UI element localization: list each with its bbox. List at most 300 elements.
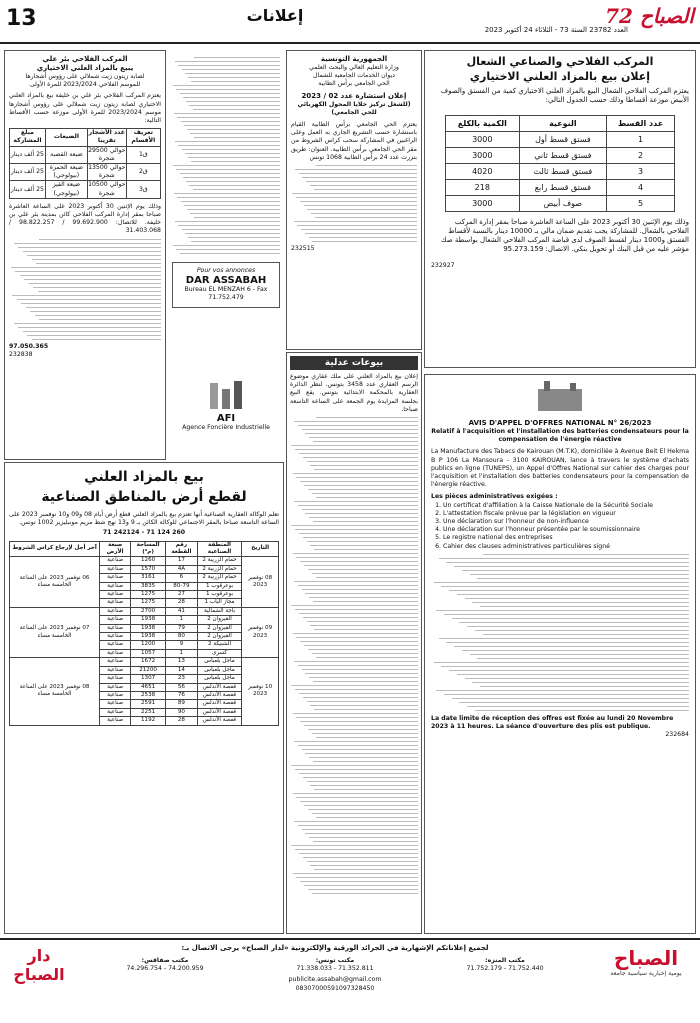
text-line-placeholder <box>181 121 280 122</box>
industrial-zone: قفصة الأندلس <box>197 683 241 691</box>
text-line-placeholder <box>191 161 280 162</box>
text-line-placeholder <box>182 69 280 70</box>
text-line-placeholder <box>314 869 418 870</box>
text-line-placeholder <box>310 465 418 466</box>
text-line-placeholder <box>303 777 418 778</box>
text-line-placeholder <box>304 805 418 806</box>
table-row <box>10 164 161 181</box>
table-cell: 25 ألف دينار <box>10 164 46 181</box>
lot-area: 3835 <box>131 582 166 590</box>
lot-number: 27 <box>166 591 198 599</box>
lot-area: 2538 <box>131 691 166 699</box>
text-line-placeholder <box>303 857 418 858</box>
text-line-placeholder <box>309 597 418 598</box>
industrial-zone: بوعرقوب 1 <box>197 591 241 599</box>
footer-email[interactable]: publicite.assabah@gmail.com <box>288 976 382 984</box>
text-line-placeholder <box>316 657 418 658</box>
text-line-placeholder <box>305 433 418 434</box>
table-cell: 1 <box>607 132 675 148</box>
table-row <box>446 148 675 164</box>
office-tunis-label: مكتب تونس: <box>315 957 355 964</box>
footer-contacts <box>80 944 590 1020</box>
land-type: صناعية <box>100 582 131 590</box>
notice-chaal-intro: يعتزم المركب الفلاحي الشعال البيع بالمزاد العلني الاختياري كمية من الفستق والصوف الأبيض موزعة أقساطا وذلك حسب الجدول التالي: <box>440 87 689 104</box>
text-line-placeholder <box>190 213 280 214</box>
land-type: صناعية <box>100 717 131 725</box>
auction-date: 08 نوفمبر 2023 <box>242 557 279 607</box>
land-type: صناعية <box>100 708 131 716</box>
text-line-placeholder <box>304 885 418 886</box>
text-line-placeholder <box>308 729 418 730</box>
text-line-placeholder <box>308 489 418 490</box>
text-line-placeholder <box>315 217 417 218</box>
text-line-placeholder <box>32 339 161 340</box>
judicial-body: إعلان بيع بالمزاد العلني على ملك عقاري موضوع الرسم العقاري عدد 3458 بتونس. لنظر الدائرة العقارية بالمحكمة الابتدائية بتونس. يقع البيع بجلسة المزايدة يوم الجمعة على الساعة التاسعة صباحا. <box>290 373 418 413</box>
text-line-placeholder <box>11 267 161 268</box>
text-line-placeholder <box>294 741 418 742</box>
table-header: المنطقة الصناعية <box>197 541 241 557</box>
table-row <box>446 180 675 196</box>
text-line-placeholder <box>303 697 418 698</box>
text-line-placeholder <box>33 287 161 288</box>
auction-date: 10 نوفمبر 2023 <box>242 658 279 725</box>
text-line-placeholder <box>465 598 689 599</box>
text-line-placeholder <box>307 781 418 782</box>
text-line-placeholder <box>313 841 418 842</box>
text-line-placeholder <box>186 101 280 102</box>
industrial-zone: قفصة الأندلس <box>197 691 241 699</box>
text-line-placeholder <box>293 633 418 634</box>
table-header: عدد الأشجار تقريبا <box>88 129 125 145</box>
lot-number: 80-79 <box>166 582 198 590</box>
text-line-placeholder <box>462 570 689 571</box>
text-line-placeholder <box>452 618 689 619</box>
text-line-placeholder <box>293 793 418 794</box>
lot-area: 1057 <box>131 649 166 657</box>
text-line-placeholder <box>457 594 689 595</box>
mtk-list <box>431 502 689 551</box>
text-line-placeholder <box>477 658 689 659</box>
text-line-placeholder <box>308 649 418 650</box>
industrial-zone: القيروان 2 <box>197 624 241 632</box>
text-line-placeholder <box>459 702 689 703</box>
notice-code: 232515 <box>291 245 315 253</box>
text-line-placeholder <box>186 181 280 182</box>
text-line-placeholder <box>176 249 280 250</box>
text-line-placeholder <box>314 709 418 710</box>
text-line-placeholder <box>304 485 418 486</box>
table-cell: فستق قسط ثاني <box>519 148 607 164</box>
text-line-placeholder <box>296 197 417 198</box>
text-line-placeholder <box>295 849 418 850</box>
text-line-placeholder <box>314 549 418 550</box>
text-line-placeholder <box>24 279 161 280</box>
table-header: آخر أجل لإرجاع كراس الشروط <box>10 541 100 557</box>
text-line-placeholder <box>180 253 280 254</box>
list-item: 1. Un certificat d'affiliation à la Caisse Nationale de la Sécurité Sociale <box>443 502 689 510</box>
text-line-placeholder <box>313 601 418 602</box>
afi-logo-text: AFI <box>216 413 236 425</box>
table-cell: 218 <box>446 180 520 196</box>
text-line-placeholder <box>454 566 689 567</box>
lot-number: 28 <box>166 599 198 607</box>
text-line-placeholder <box>175 61 280 62</box>
text-line-placeholder <box>188 77 280 78</box>
text-line-placeholder <box>446 642 689 643</box>
text-line-placeholder <box>14 243 161 244</box>
text-line-placeholder <box>302 177 417 178</box>
land-type: صناعية <box>100 649 131 657</box>
text-line-placeholder <box>313 521 418 522</box>
text-line-placeholder <box>23 251 161 252</box>
text-line-placeholder <box>306 181 417 182</box>
table-row <box>446 132 675 148</box>
mtk-subtitle: Relatif à l'acquisition et l'installation des batteries condensateurs pour la compensation de l'énergie réactive <box>431 428 689 444</box>
text-line-placeholder <box>294 581 418 582</box>
footer-tagline: يومية إخبارية سياسية جامعة <box>610 970 682 977</box>
text-line-placeholder <box>301 229 417 230</box>
table-cell: ضيعة الحمرة (بيولوجي) <box>45 164 87 181</box>
lot-area: 1938 <box>131 616 166 624</box>
bir-ali-line3: لصابة زيتون زيت شملالي على رؤوس أشجارها <box>25 73 145 80</box>
table-cell: 2 <box>607 148 675 164</box>
text-line-placeholder <box>183 97 280 98</box>
land-type: صناعية <box>100 641 131 649</box>
text-line-placeholder <box>184 205 280 206</box>
text-line-placeholder <box>294 421 418 422</box>
text-line-placeholder <box>314 789 418 790</box>
table-cell: حوالي 29500 شجرة <box>88 146 126 162</box>
text-line-placeholder <box>291 525 418 526</box>
text-line-placeholder <box>480 606 689 607</box>
table-cell: فستق قسط رابع <box>519 180 607 196</box>
lot-area: 1938 <box>131 624 166 632</box>
notice-code: 232927 <box>431 262 455 269</box>
bir-ali-line4: للموسم الفلاحي 2023/2024 للمرة الأولى <box>29 81 141 89</box>
table-row <box>10 146 161 163</box>
dar-assabah-box <box>172 262 280 308</box>
text-line-placeholder <box>182 229 280 230</box>
table-row <box>10 557 279 565</box>
text-line-placeholder <box>293 553 418 554</box>
land-type: صناعية <box>100 691 131 699</box>
footer-logo-right <box>596 946 696 1006</box>
text-line-placeholder <box>312 573 418 574</box>
table-header: الضيعات <box>45 129 87 146</box>
lot-number: 56 <box>166 683 198 691</box>
industrial-zone: قفصة الأندلس <box>197 717 241 725</box>
text-line-placeholder <box>470 574 689 575</box>
text-line-placeholder <box>291 605 418 606</box>
text-line-placeholder <box>307 701 418 702</box>
text-line-placeholder <box>475 630 689 631</box>
text-line-placeholder <box>314 469 418 470</box>
table-row <box>10 181 161 198</box>
text-line-placeholder <box>302 669 418 670</box>
text-line-placeholder <box>467 626 689 627</box>
bir-ali-body: يعتزم المركب الفلاحي بئر علي بن خليفة بيع بالمزاد العلني الاختياري لصابة زيتون زيت شملالي على رؤوس أشجارها موسم 2023/2024 للمرة الأولى موزعة حسب الأقساط التالية: <box>9 92 162 125</box>
table-row <box>10 607 279 615</box>
table-header: تعريف الأقسام <box>126 129 160 146</box>
dar-assabah-name: DAR ASSABAH <box>185 275 267 287</box>
dar-assabah-contact: Bureau EL MENZAH 6 - Fax 71.752.479 <box>184 286 268 302</box>
factory-icon <box>530 379 590 415</box>
text-line-placeholder <box>293 473 418 474</box>
mtk-logo <box>431 379 689 419</box>
text-line-placeholder <box>185 73 280 74</box>
text-line-placeholder <box>173 165 280 166</box>
text-line-placeholder <box>181 201 280 202</box>
text-line-placeholder <box>305 673 418 674</box>
lot-area: 1672 <box>131 658 166 666</box>
text-line-placeholder <box>291 685 418 686</box>
text-line-placeholder <box>298 825 418 826</box>
text-line-placeholder <box>174 113 280 114</box>
table-cell: ق3 <box>126 181 160 198</box>
text-line-placeholder <box>314 189 417 190</box>
footer-logo-left: دار الصباح <box>13 946 65 984</box>
ministry-label: وزارة التعليم العالي والبحث العلمي <box>309 64 399 71</box>
lot-area: 1192 <box>131 717 166 725</box>
lot-number: 79 <box>166 624 198 632</box>
notice-ras-tabia <box>286 50 422 350</box>
issue-info: العدد 23782 السنة 73 - الثلاثاء 24 أكتوبر 2023 <box>484 26 628 34</box>
text-line-placeholder <box>308 889 418 890</box>
dar-assabah-title: Pour vos annonces <box>196 267 256 274</box>
text-line-placeholder <box>310 545 418 546</box>
text-line-placeholder <box>21 303 161 304</box>
land-type: صناعية <box>100 557 131 565</box>
text-line-placeholder <box>299 453 418 454</box>
page-header <box>0 0 700 44</box>
auction-date: 09 نوفمبر 2023 <box>242 607 279 657</box>
table-cell: ق1 <box>126 146 160 163</box>
table-cell: 4020 <box>446 164 520 180</box>
footer-offices <box>80 957 590 973</box>
text-line-placeholder <box>15 271 161 272</box>
industrial-zone: ماجل بلعباس <box>197 675 241 683</box>
text-line-placeholder <box>444 614 689 615</box>
lot-number: 80 <box>166 633 198 641</box>
brand-number: 72 <box>605 4 633 28</box>
bir-ali-table <box>9 128 161 199</box>
text-line-placeholder <box>298 505 418 506</box>
text-line-placeholder <box>483 554 689 555</box>
lot-number: 13 <box>166 658 198 666</box>
text-line-placeholder <box>294 821 418 822</box>
text-line-placeholder <box>295 449 418 450</box>
table-cell: 3000 <box>446 132 520 148</box>
industrial-zone: قفصة الأندلس <box>197 700 241 708</box>
text-line-placeholder <box>436 690 689 691</box>
text-line-placeholder <box>296 557 418 558</box>
text-line-placeholder <box>14 323 161 324</box>
text-line-placeholder <box>292 193 417 194</box>
text-line-placeholder <box>17 299 161 300</box>
text-line-placeholder <box>309 517 418 518</box>
text-line-placeholder <box>184 125 280 126</box>
text-line-placeholder <box>175 221 280 222</box>
text-line-placeholder <box>30 311 161 312</box>
text-line-placeholder <box>185 233 280 234</box>
text-line-placeholder <box>309 757 418 758</box>
text-line-placeholder <box>191 241 280 242</box>
table-cell: 3000 <box>446 148 520 164</box>
text-line-placeholder <box>36 263 161 264</box>
land-type: صناعية <box>100 624 131 632</box>
office-sfax-label: مكتب صفاقس: <box>141 957 189 964</box>
text-line-placeholder <box>439 558 689 559</box>
text-line-placeholder <box>310 785 418 786</box>
lot-number: 14 <box>166 666 198 674</box>
text-line-placeholder <box>475 710 689 711</box>
text-line-placeholder <box>434 662 689 663</box>
text-line-placeholder <box>188 237 280 238</box>
text-line-placeholder <box>314 629 418 630</box>
text-line-placeholder <box>298 425 418 426</box>
text-line-placeholder <box>441 586 689 587</box>
text-line-placeholder <box>454 646 689 647</box>
afi-logo-icon <box>206 379 246 413</box>
lot-area: 1938 <box>131 633 166 641</box>
text-line-placeholder <box>178 225 280 226</box>
lot-number: 17 <box>166 557 198 565</box>
text-line-placeholder <box>291 765 418 766</box>
table-cell: 5 <box>607 196 675 212</box>
table-header: مبلغ المشاركة <box>10 129 46 146</box>
text-line-placeholder <box>300 641 418 642</box>
text-line-placeholder <box>299 533 418 534</box>
table-header: صبغة الأرض <box>100 541 131 557</box>
text-line-placeholder <box>295 769 418 770</box>
land-type: صناعية <box>100 658 131 666</box>
text-line-placeholder <box>178 145 280 146</box>
afi-auction-title: بيع بالمزاد العلني <box>84 469 204 485</box>
notice-filler-col <box>168 50 284 350</box>
office-sfax-phones: 74.296.754 - 74.200.959 <box>126 965 204 973</box>
text-line-placeholder <box>191 81 280 82</box>
footer-title: لجميع إعلاناتكم الإشهارية في الجرائد الورقية والإلكترونية «لدار الصباح» يرجى الاتصال بـ: <box>181 944 489 952</box>
text-line-placeholder <box>293 713 418 714</box>
lot-number: 89 <box>166 700 198 708</box>
table-header: رقم القطعة <box>166 541 198 557</box>
text-line-placeholder <box>298 665 418 666</box>
text-line-placeholder <box>173 85 280 86</box>
industrial-zone: كسرى <box>197 649 241 657</box>
table-cell: حوالي 13500 شجرة <box>88 164 126 180</box>
list-item: 4. Une déclaration sur l'honneur présentée par le soumissionnaire <box>443 526 689 534</box>
text-line-placeholder <box>38 291 161 292</box>
text-line-placeholder <box>449 670 689 671</box>
lot-area: 2251 <box>131 708 166 716</box>
text-line-placeholder <box>312 893 418 894</box>
text-line-placeholder <box>300 201 417 202</box>
table-cell: 3 <box>607 164 675 180</box>
notice-code: 232838 <box>9 350 33 358</box>
lot-number: 23 <box>166 675 198 683</box>
text-line-placeholder <box>299 853 418 854</box>
campus-label: الحي الجامعي برأس الطابية <box>318 80 390 88</box>
table-header: عدد القسط <box>607 116 675 132</box>
office-menzah <box>466 957 543 973</box>
text-line-placeholder <box>180 173 280 174</box>
text-line-placeholder <box>18 327 161 328</box>
notice-bir-ali <box>4 50 166 460</box>
text-line-placeholder <box>180 93 280 94</box>
text-line-placeholder <box>189 185 280 186</box>
text-line-placeholder <box>194 57 280 58</box>
text-line-placeholder <box>18 247 161 248</box>
text-line-placeholder <box>300 881 418 882</box>
text-line-placeholder <box>313 681 418 682</box>
text-line-placeholder <box>27 335 161 336</box>
text-line-placeholder <box>465 678 689 679</box>
lot-number: 28 <box>166 717 198 725</box>
text-line-placeholder <box>35 315 161 316</box>
text-line-placeholder <box>194 217 280 218</box>
text-line-placeholder <box>296 797 418 798</box>
text-line-placeholder <box>294 661 418 662</box>
text-line-placeholder <box>477 578 689 579</box>
text-line-placeholder <box>434 582 689 583</box>
text-line-placeholder <box>189 105 280 106</box>
table-row <box>446 164 675 180</box>
land-type: صناعية <box>100 683 131 691</box>
text-line-placeholder <box>312 733 418 734</box>
footer-brand: الصباح <box>613 946 679 970</box>
text-line-placeholder <box>182 149 280 150</box>
text-line-placeholder <box>300 721 418 722</box>
text-line-placeholder <box>436 610 689 611</box>
text-line-placeholder <box>310 705 418 706</box>
lot-number: 90 <box>166 708 198 716</box>
table-cell: 3000 <box>446 196 520 212</box>
lot-area: 1275 <box>131 599 166 607</box>
text-line-placeholder <box>303 617 418 618</box>
lot-area: 3161 <box>131 574 166 582</box>
industrial-zone: بوعرقوب 1 <box>197 582 241 590</box>
text-line-placeholder <box>175 141 280 142</box>
bir-ali-body2: وذلك يوم الإثنين 30 أكتوبر 2023 على الساعة العاشرة صباحا بمقر إدارة المركب الفلاحي كائن بمدينة بئر علي بن خليفة. للاتصال: 99.692.900 / 98.822.257 / 31.403.068 <box>9 202 161 235</box>
list-item: 2. L'attestation fiscale prévue par la législation en vigueur <box>443 510 689 518</box>
land-type: صناعية <box>100 565 131 573</box>
text-line-placeholder <box>309 437 418 438</box>
table-header: الكمية بالكلغ <box>446 116 520 132</box>
table-cell: 25 ألف دينار <box>10 181 46 198</box>
text-line-placeholder <box>299 613 418 614</box>
industrial-zone: القيروان 2 <box>197 616 241 624</box>
lot-area: 21200 <box>131 666 166 674</box>
lot-area: 1200 <box>131 641 166 649</box>
land-type: صناعية <box>100 700 131 708</box>
text-line-placeholder <box>305 833 418 834</box>
table-cell: حوالي 10500 شجرة <box>88 181 126 197</box>
table-cell: 4 <box>607 180 675 196</box>
text-line-placeholder <box>178 65 280 66</box>
list-item: 3. Une déclaration sur l'honneur de non-influence <box>443 518 689 526</box>
office-menzah-label: مكتب المنزه: <box>485 957 525 964</box>
text-line-placeholder <box>177 117 280 118</box>
bir-ali-fax: 97.050.365 <box>9 342 49 350</box>
office-tunis-phones: 71.338.033 - 71.352.811 <box>296 965 374 973</box>
text-line-placeholder <box>303 457 418 458</box>
industrial-zone: القيروان 2 <box>197 633 241 641</box>
text-line-placeholder <box>295 689 418 690</box>
consultation-subject: (للشغل تركيز خلايا المحول الكهربائي للحي الجامعي) <box>297 100 411 116</box>
table-row <box>446 196 675 212</box>
land-type: صناعية <box>100 591 131 599</box>
afi-auction-body: تعلم الوكالة العقارية الصناعية أنها تعتزم بيع بالمزاد العلني قطع أرض أيام 08 و09 و10 نوفمبر 2023 على الساعة التاسعة صباحا بالمقر الاجتماعي للوكالة الكائن بـ 9 و13 نهج شط مريم مونبليزير 1002 تونس. <box>9 511 279 527</box>
